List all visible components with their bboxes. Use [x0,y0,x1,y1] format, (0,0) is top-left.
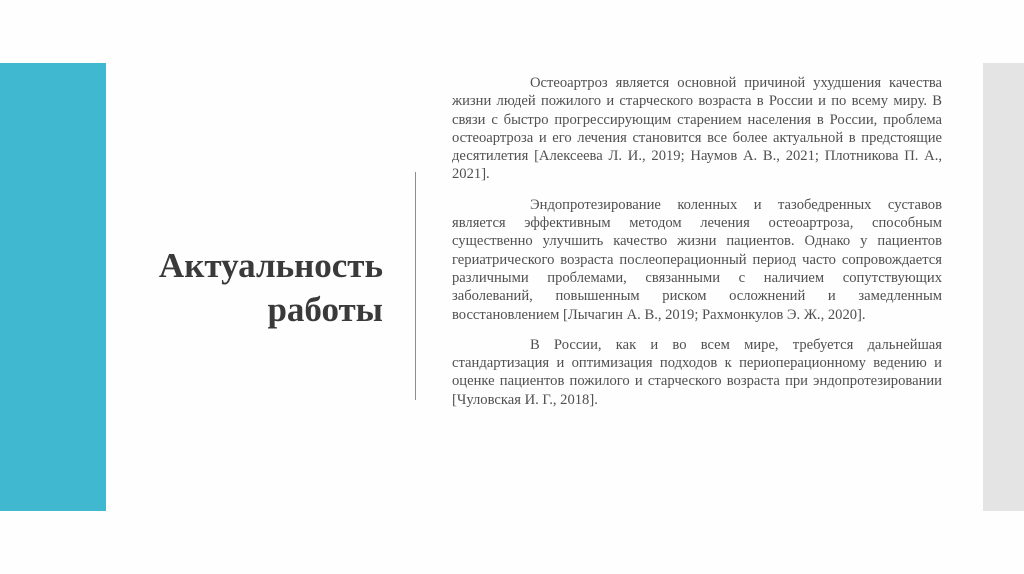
title-line-2: работы [267,290,383,329]
slide-title [108,244,383,332]
title-line-1: Актуальность [158,246,383,285]
paragraph-1: Остеоартроз является основной причиной ухудшения качества жизни людей пожилого и старческого возраста в России и по всему миру. В связи с быстро прогрессирующим старением населения в России, проблема остеоартроза и его лечения становится все более актуальной в предстоящие десятилетия [Алексеева Л. И., 2019; Наумов А. В., 2021; Плотникова П. А., 2021]. [452,75,942,183]
paragraph-3: В России, как и во всем мире, требуется дальнейшая стандартизация и оптимизация подходов к периоперационному ведению и оценке пациентов пожилого и старческого возраста при эндопротезировании [Чуловская И. Г., 2018]. [452,336,942,408]
accent-bar [0,63,106,511]
side-panel [983,63,1024,511]
body-text [452,74,942,421]
paragraph-2: Эндопротезирование коленных и тазобедренных суставов является эффективным методом лечения остеоартроза, способным существенно улучшить качество жизни пациентов. Однако у пациентов гериатрического возраста послеоперационный период часто сопровождается различными проблемами, связанными с наличием сопутствующих заболеваний, повышенным риском осложнений и замедленным восстановлением [Лычагин А. В., 2019; Рахмонкулов Э. Ж., 2020]. [452,196,942,323]
vertical-divider [415,172,416,400]
